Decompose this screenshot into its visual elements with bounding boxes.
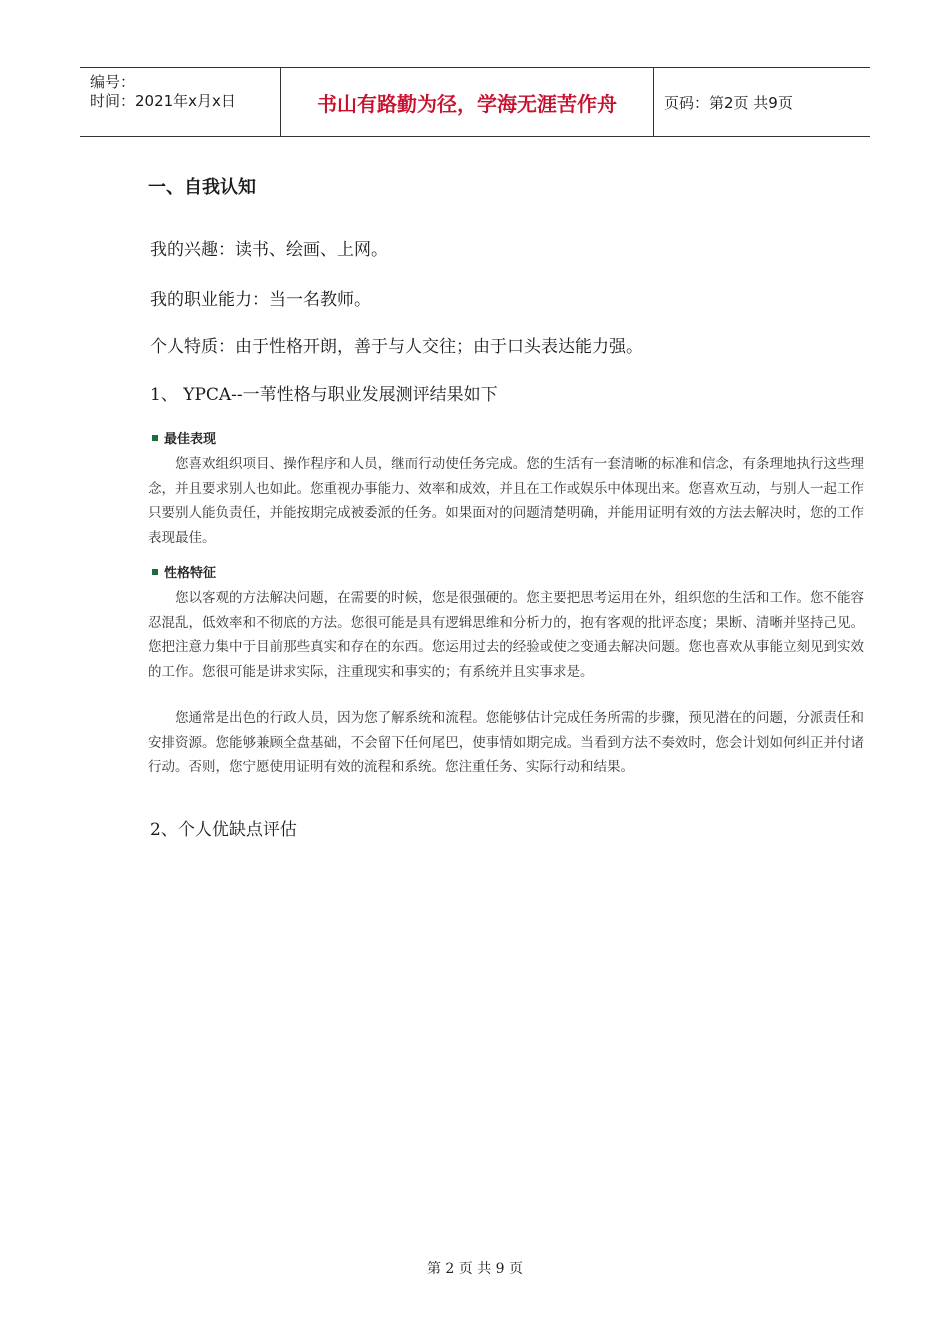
page-footer: 第 2 页 共 9 页 <box>426 1261 524 1277</box>
square-bullet-icon <box>152 569 158 575</box>
personality-text-2: 您通常是出色的行政人员，因为您了解系统和流程。您能够估计完成任务所需的步骤，预见潜在的问题，分派责任和安排资源。您能够兼顾全盘基础，不会留下任何尾巴，使事情如期完成。当看到方法不奏效时，您会计划如何纠正并付诸行动。否则，您宁愿使用证明有效的流程和系统。您注重任务、实际行动和结果。 <box>148 710 864 775</box>
header-page-info: 页码：第2页 共9页 <box>664 93 793 112</box>
subheading-ypca: 1、 YPCA--一苇性格与职业发展测评结果如下 <box>150 385 498 405</box>
subheading-strengths: 2、个人优缺点评估 <box>150 820 297 840</box>
header-motto: 书山有路勤为径，学海无涯苦作舟 <box>281 68 654 136</box>
traits-line: 个人特质：由于性格开朗，善于与人交往；由于口头表达能力强。 <box>150 337 643 357</box>
section-title: 一、自我认知 <box>148 177 256 198</box>
best-performance-label: 最佳表现 <box>164 432 217 447</box>
best-performance-text: 您喜欢组织项目、操作程序和人员，继而行动使任务完成。您的生活有一套清晰的标准和信念，有条理地执行这些理念，并且要求别人也如此。您重视办事能力、效率和成效，并且在工作或娱乐中体现出来。您喜欢互动，与别人一起工作只要别人能负责任，并能按期完成被委派的任务。如果面对的问题清楚明确，并能用证明有效的方法去解决时，您的工作表现最佳。 <box>148 456 864 546</box>
personality-label: 性格特征 <box>164 566 217 581</box>
personality-heading <box>152 562 216 581</box>
header-meta <box>80 68 281 136</box>
ability-line: 我的职业能力：当一名教师。 <box>150 290 371 310</box>
best-performance-heading <box>152 428 216 447</box>
personality-text-1: 您以客观的方法解决问题，在需要的时候，您是很强硬的。您主要把思考运用在外，组织您的生活和工作。您不能容忍混乱，低效率和不彻底的方法。您很可能是具有逻辑思维和分析力的，抱有客观的批评态度；果断、清晰并坚持己见。您把注意力集中于目前那些真实和存在的东西。您运用过去的经验或使之变通去解决问题。您也喜欢从事能立刻见到实效的工作。您很可能是讲求实际，注重现实和事实的；有系统并且实事求是。 <box>148 590 864 680</box>
square-bullet-icon <box>152 435 158 441</box>
interest-line: 我的兴趣：读书、绘画、上网。 <box>150 240 388 260</box>
document-number-label: 编号： <box>90 73 136 91</box>
document-date: 时间：2021年x月x日 <box>90 92 236 110</box>
page-header <box>80 67 870 137</box>
